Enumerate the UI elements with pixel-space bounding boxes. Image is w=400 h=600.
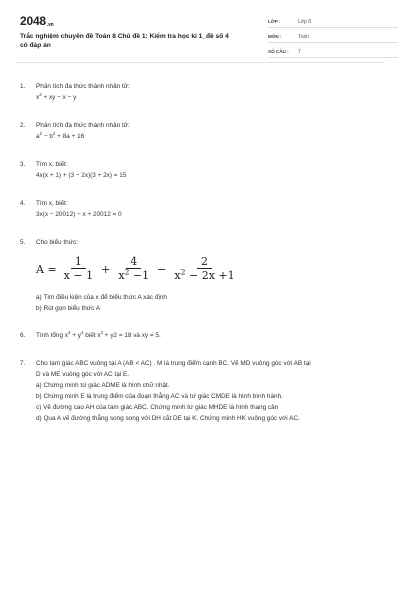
question-expression: 3x(x − 20012) − x + 20012 = 0 <box>36 211 122 218</box>
question-part-b: b) Rút gọn biểu thức A <box>36 305 100 312</box>
meta-panel <box>268 16 398 61</box>
question-1 <box>20 81 384 103</box>
question-number: 1. <box>20 83 26 90</box>
meta-key: SỐ CÂU : <box>268 49 289 54</box>
question-4 <box>20 198 384 220</box>
fraction-3: $\frac{2}{x^2 - 2x +1}$ <box>174 255 235 282</box>
question-prompt-cont: D và ME vuông góc với AC tại E. <box>36 371 129 378</box>
meta-key: MÔN : <box>268 34 282 39</box>
question-prompt: Cho biểu thức: <box>36 239 78 246</box>
fraction-expression: A = $\frac{1}{x - 1}$ + $\frac{4}{x^2 -1}$ − $\frac{2}{x^2 - 2x +1}$ <box>36 250 384 288</box>
question-expression: 4x(x + 1) + (3 − 2x)(3 + 2x) = 15 <box>36 172 127 179</box>
document-title: Trắc nghiệm chuyên đề Toán 8 Chủ đề 1: Kiểm tra học kì 1_đề số 4 có đáp án <box>20 33 229 49</box>
question-number: 3. <box>20 161 26 168</box>
question-prompt: Cho tam giác ABC vuông tại A (AB < AC) . M là trung điểm cạnh BC. Vẽ MD vuông góc với AB tại <box>36 360 311 367</box>
question-part-d: d) Qua A vẽ đường thẳng song song với DH cắt DE tại K. Chứng minh HK vuông góc với AC. <box>36 415 300 422</box>
question-number: 4. <box>20 200 26 207</box>
question-5 <box>20 237 384 314</box>
question-prompt: Phân tích đa thức thành nhân tử: <box>36 122 130 129</box>
question-expression: $a^2 - b^2 + 8a + 16$ <box>36 130 85 140</box>
question-part-c: c) Vẽ đường cao AH của tam giác ABC. Chứng minh tứ giác MHDE là hình thang cân <box>36 404 279 411</box>
question-part-a: a) Tìm điều kiện của x để biểu thức A xác định <box>36 294 167 301</box>
question-prompt: Tìm x, biết: <box>36 161 68 168</box>
question-expression: $x^2$ + xy − x − y <box>36 91 77 101</box>
question-prompt: Tính tổng $x^4 + y^4$ biết $x^2 + y2 = 18$ và xy = 5. <box>36 329 161 339</box>
question-number: 2. <box>20 122 26 129</box>
expression-lhs: A = <box>36 262 57 276</box>
question-number: 5. <box>20 239 26 246</box>
fraction-1: $\frac{1}{x - 1}$ <box>63 255 94 282</box>
question-number: 7. <box>20 360 26 367</box>
question-part-a: a) Chứng minh tứ giác ADME là hình chữ nhật. <box>36 382 170 389</box>
question-3 <box>20 159 384 181</box>
meta-row-subject <box>268 31 398 43</box>
meta-row-count <box>268 46 398 58</box>
site-logo[interactable]: $2048_{.vn}$ <box>20 14 54 28</box>
question-prompt: Phân tích đa thức thành nhân tử: <box>36 83 130 90</box>
question-2 <box>20 120 384 142</box>
fraction-2: $\frac{4}{x^2 -1}$ <box>118 255 150 282</box>
question-7 <box>20 358 384 424</box>
question-6 <box>20 330 384 341</box>
meta-row-class <box>268 16 398 28</box>
meta-key: LỚP : <box>268 19 281 24</box>
question-part-b: b) Chứng minh E là trung điểm của đoạn thẳng AC và tứ giác CMDE là hình bình hành. <box>36 393 283 400</box>
page-header <box>16 0 384 63</box>
meta-value: 7 <box>298 48 301 55</box>
question-number: 6. <box>20 332 26 339</box>
question-prompt: Tìm x, biết: <box>36 200 68 207</box>
meta-value: Lớp 8 <box>298 18 312 25</box>
question-list <box>16 63 384 424</box>
meta-value: Toán <box>298 33 309 40</box>
